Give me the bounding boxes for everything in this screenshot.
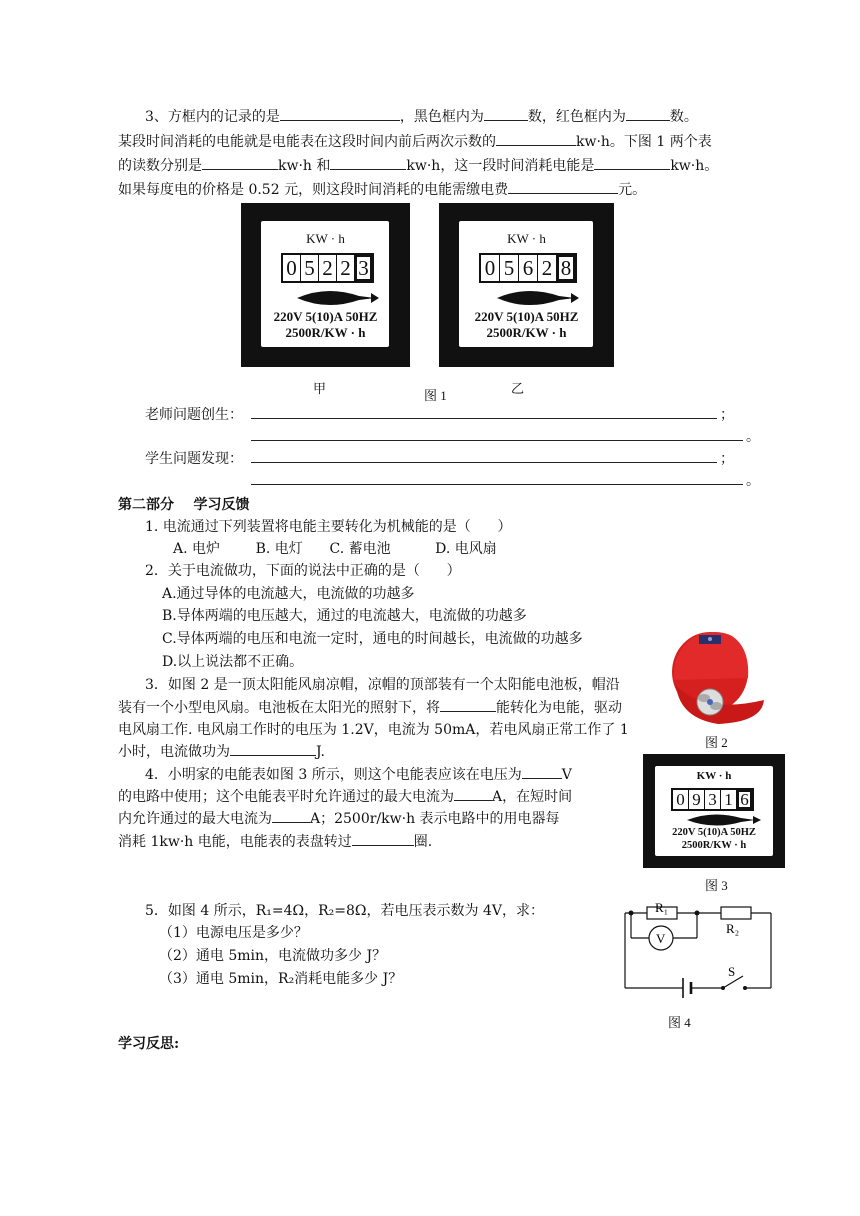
blank [272, 808, 310, 823]
q4-line1: 4．小明家的电能表如图 3 所示，则这个电能表应该在电压为 V [145, 764, 572, 784]
q3b-line4: 小时，电流做功为 J. [118, 741, 325, 761]
meter-digits: 0 5 2 2 3 [281, 253, 374, 283]
reflection-heading: 学习反思: [118, 1036, 180, 1052]
answer-line [251, 440, 743, 441]
switch-label: S [728, 964, 736, 979]
q2-option-d: D.以上说法都不正确。 [162, 654, 304, 670]
blank [594, 155, 670, 170]
q5-sub3: （3）通电 5min，R₂消耗电能多少 J？ [159, 971, 403, 987]
q2-option-c: C.导体两端的电压和电流一定时，通电的时间越长，电流做的功越多 [162, 631, 583, 647]
q2-option-a: A.通过导体的电流越大，电流做的功越多 [162, 586, 415, 602]
q3b-line2: 装有一个小型电风扇。电池板在太阳光的照射下，将 能转化为电能，驱动 [118, 697, 622, 717]
q3-line3: 的读数分别是 kw·h 和 kw·h，这一段时间消耗电能是 kw·h。 [118, 155, 718, 175]
r1-label: R₁ [655, 900, 669, 915]
meter-disc-icon [667, 812, 761, 828]
q1-stem: 1. 电流通过下列装置将电能主要转化为机械能的是（ ） [145, 519, 512, 535]
figure-3-caption: 图 3 [705, 878, 728, 893]
blank [230, 741, 316, 756]
blank [454, 786, 492, 801]
answer-line [251, 418, 717, 419]
voltmeter-label: V [656, 931, 666, 946]
blank [496, 131, 576, 146]
circuit-diagram [615, 896, 785, 1006]
blank [352, 831, 414, 846]
answer-line [251, 484, 743, 485]
teacher-label: 老师问题创生： [145, 407, 243, 423]
q5-sub1: （1）电源电压是多少？ [159, 925, 308, 941]
blank [330, 155, 406, 170]
q4-line2: 的电路中使用；这个电能表平时允许通过的最大电流为 A，在短时间 [118, 786, 572, 806]
blank [626, 106, 670, 121]
q1-options: A. 电炉 B. 电灯 C. 蓄电池 D. 电风扇 [173, 541, 497, 557]
blank [508, 179, 618, 194]
figure-4-caption: 图 4 [668, 1015, 691, 1030]
electric-meter-fig3: KW · h 0 9 3 1 6 220V 5(10)A 50HZ 2500R/KW · h [643, 754, 785, 868]
q3-line4: 如果每度电的价格是 0.52 元，则这段时间消耗的电能需缴电费 元。 [118, 179, 646, 199]
q3-line1: 3、方框内的记录的是 ，黑色框内为 数，红色框内为 数。 [145, 106, 698, 126]
solar-fan-cap-image [666, 622, 766, 726]
q5-stem: 5．如图 4 所示，R₁=4Ω，R₂=8Ω，若电压表示数为 4V，求： [145, 903, 544, 919]
q3b-line3: 电风扇工作. 电风扇工作时的电压为 1.2V，电流为 50mA，若电风扇正常工作了 1 [118, 722, 629, 738]
electric-meter-jia: KW · h 0 5 2 2 3 220V 5(10)A 50HZ 2500R/KW · h [241, 203, 410, 367]
answer-line [251, 462, 717, 463]
q3-line2: 某段时间消耗的电能就是电能表在这段时间内前后两次示数的 kw·h。下图 1 两个表 [118, 131, 712, 151]
student-label: 学生问题发现： [145, 451, 243, 467]
electric-meter-yi: KW · h 0 5 6 2 8 220V 5(10)A 50HZ 2500R/KW · h [439, 203, 614, 367]
q3b-line1: 3．如图 2 是一顶太阳能风扇凉帽，凉帽的顶部装有一个太阳能电池板，帽沿 [145, 677, 620, 693]
meter-disc-icon [275, 287, 379, 309]
q2-stem: 2．关于电流做功，下面的说法中正确的是（ ） [145, 563, 461, 579]
blank [202, 155, 278, 170]
meter-label-yi: 乙 [511, 381, 525, 396]
q4-line4: 消耗 1kw·h 电能，电能表的表盘转过 圈. [118, 831, 432, 851]
blank [440, 697, 496, 712]
blank [484, 106, 528, 121]
q2-option-b: B.导体两端的电压越大，通过的电流越大，电流做的功越多 [162, 608, 527, 624]
figure-1-caption: 图 1 [424, 388, 447, 403]
q5-sub2: （2）通电 5min，电流做功多少 J？ [159, 948, 387, 964]
meter-digits: 0 9 3 1 6 [671, 788, 754, 811]
blank [280, 106, 400, 121]
r2-label: R₂ [726, 921, 740, 936]
meter-digits: 0 5 6 2 8 [479, 253, 577, 283]
q4-line3: 内允许通过的最大电流为 A；2500r/kw·h 表示电路中的用电器每 [118, 808, 560, 828]
meter-disc-icon [475, 287, 579, 309]
figure-2-caption: 图 2 [705, 735, 728, 750]
part2-title: 第二部分 学习反馈 [118, 497, 250, 513]
blank [522, 764, 562, 779]
meter-label-jia: 甲 [313, 381, 327, 396]
